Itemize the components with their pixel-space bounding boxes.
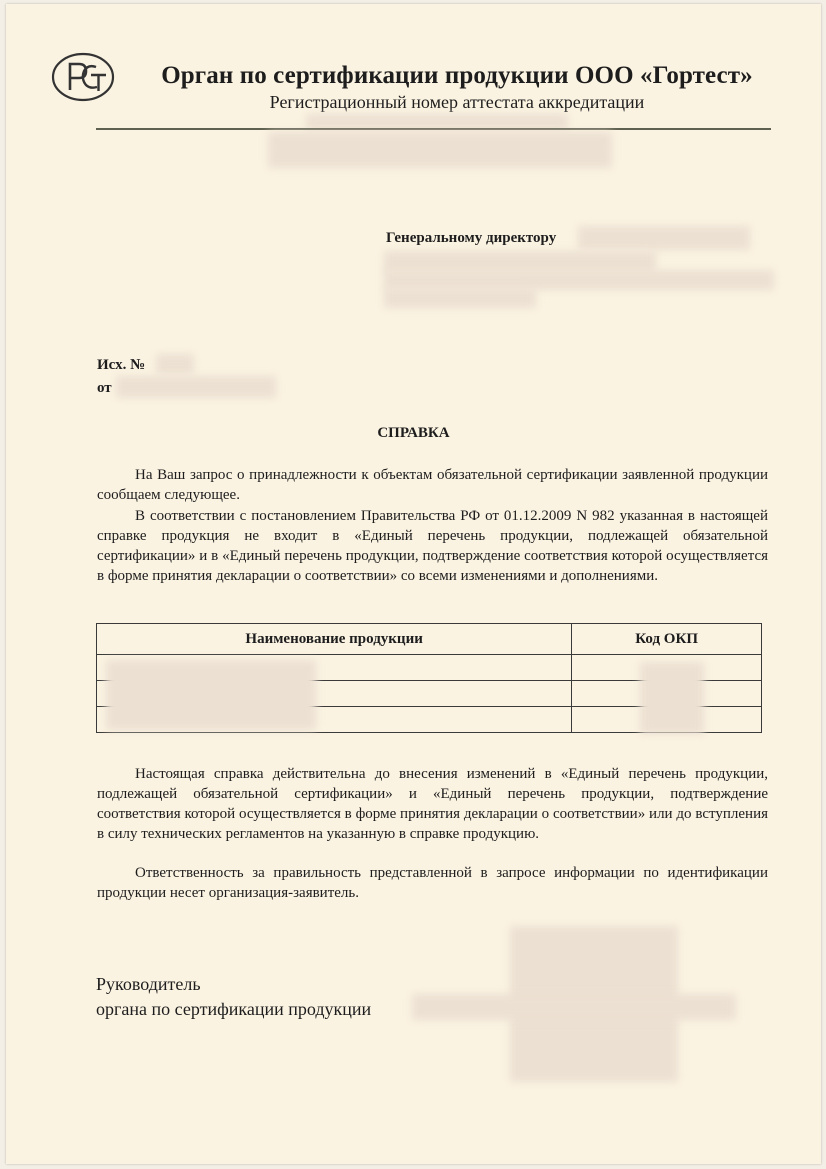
header-divider bbox=[96, 128, 771, 130]
redacted-addressee-address bbox=[384, 270, 774, 290]
redacted-okp-codes bbox=[640, 662, 704, 734]
paragraph-regulation: В соответствии с постановлением Правительства РФ от 01.12.2009 N 982 указанная в настоящей справке продукция не входит в «Единый перечень продукции, подлежащей обязательной сертификации» и в «Единый перечень продукции, подтверждение соответствия которой осуществляется в форме принятия декларации о соответствии» со всеми изменениями и дополнениями. bbox=[97, 508, 768, 584]
document-page bbox=[6, 4, 821, 1164]
column-header-okp-code: Код ОКП bbox=[572, 624, 762, 655]
redacted-addressee-city bbox=[384, 288, 536, 308]
accreditation-label: Регистрационный номер аттестата аккредитации bbox=[269, 92, 645, 112]
redacted-signatory-name bbox=[412, 994, 736, 1020]
organization-title: Орган по сертификации продукции ООО «Гортест» bbox=[161, 62, 753, 89]
redacted-outgoing-number bbox=[156, 354, 194, 374]
paragraph-responsibility: Ответственность за правильность представленной в запросе информации по идентификации продукции несет организация-заявитель. bbox=[97, 865, 768, 901]
redacted-addressee-name bbox=[578, 226, 750, 250]
pct-certification-logo bbox=[50, 51, 116, 103]
signature-position-line1: Руководитель bbox=[96, 974, 201, 994]
outgoing-number-label: Исх. № bbox=[97, 357, 146, 373]
paragraph-request: На Ваш запрос о принадлежности к объектам обязательной сертификации заявленной продукции сообщаем следующее. bbox=[97, 467, 768, 503]
addressee-label: Генеральному директору bbox=[386, 230, 557, 246]
document-title: СПРАВКА bbox=[377, 425, 450, 441]
redacted-outgoing-date bbox=[116, 376, 276, 398]
outgoing-date-label: от bbox=[97, 380, 112, 396]
signature-block bbox=[96, 972, 371, 1022]
redacted-product-names bbox=[106, 660, 316, 730]
redacted-header-details bbox=[268, 132, 612, 168]
signature-position-line2: органа по сертификации продукции bbox=[96, 999, 372, 1019]
table-header-row bbox=[97, 624, 762, 655]
paragraph-validity: Настоящая справка действительна до внесения изменений в «Единый перечень продукции, подлежащей обязательной сертификации» и «Единый перечень продукции, подтверждение соответствия которой осуществляется в форме принятия декларации о соответствии» или до вступления в силу технических регламентов на указанную в справке продукцию. bbox=[97, 766, 768, 842]
column-header-product-name: Наименование продукции bbox=[97, 624, 572, 655]
